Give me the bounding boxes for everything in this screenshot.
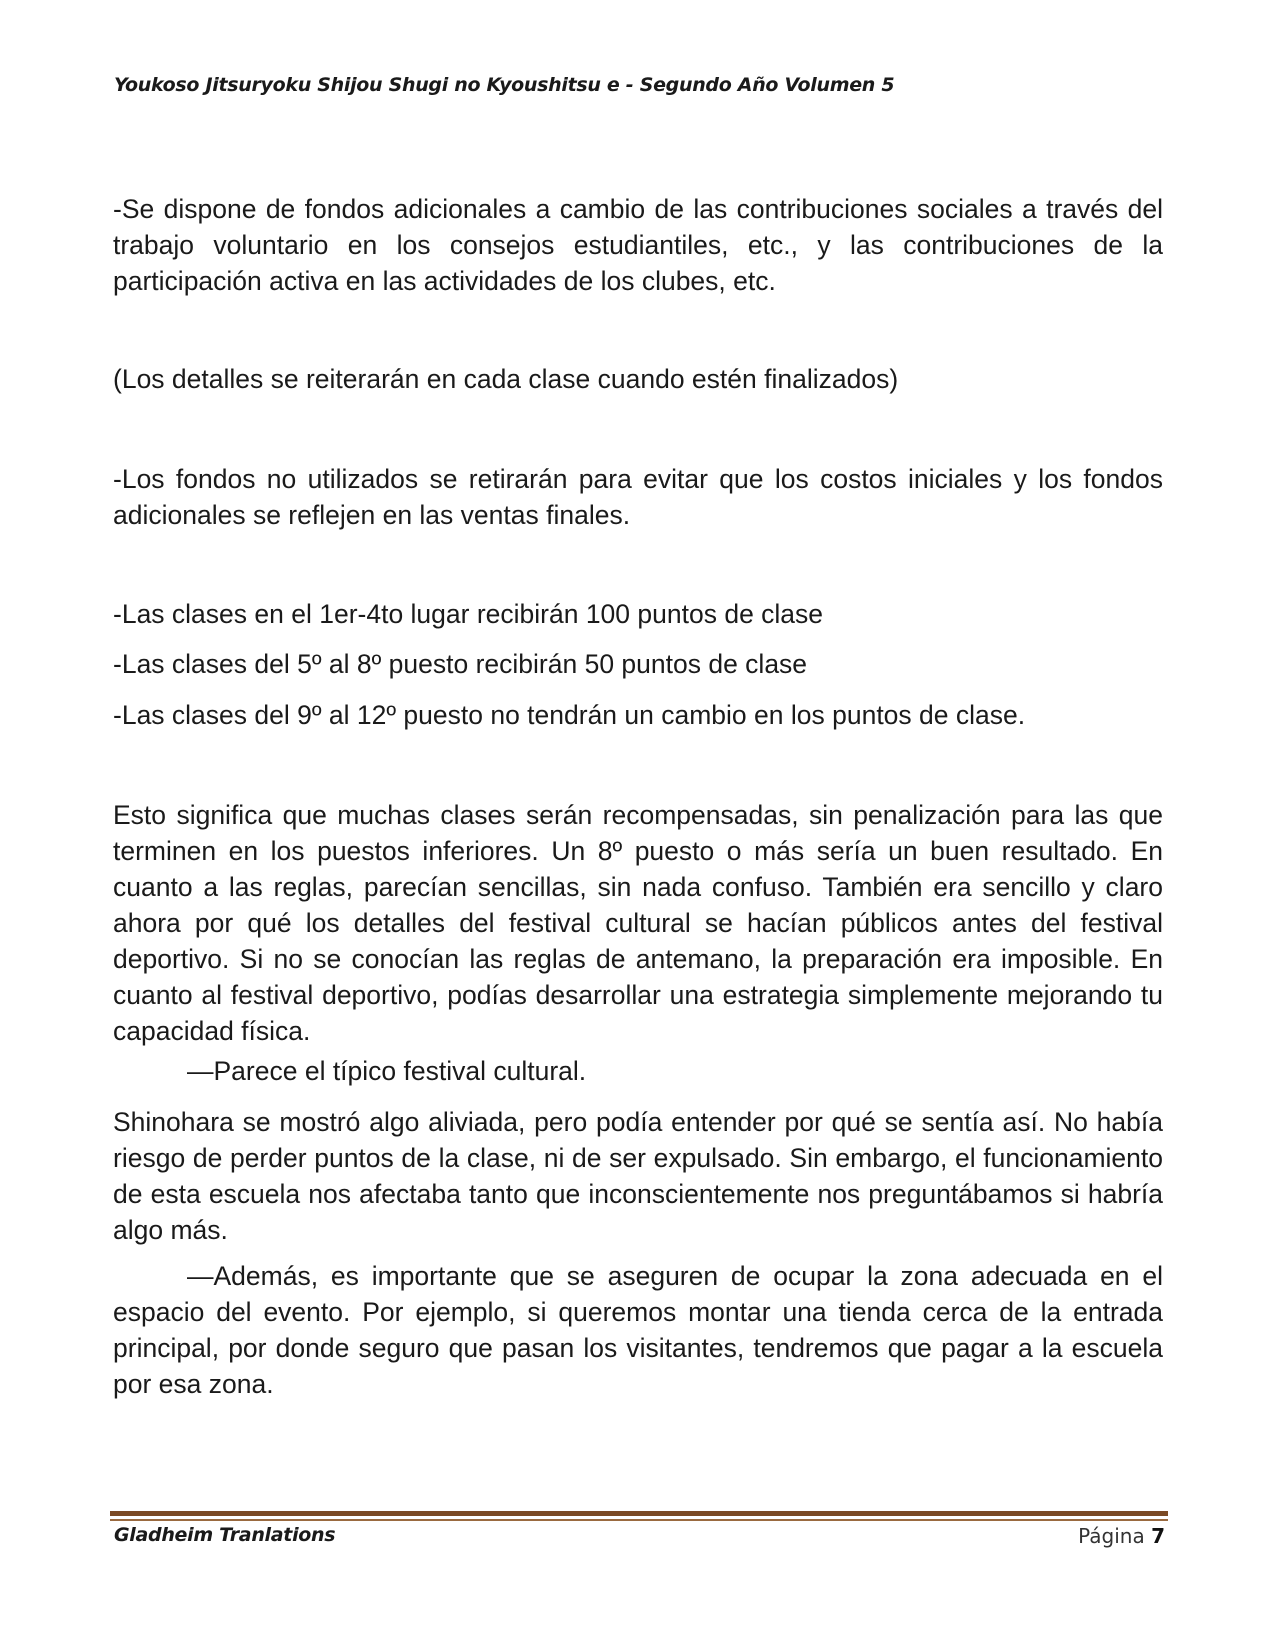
paragraph-funds-contributions: -Se dispone de fondos adicionales a cambio de las contribuciones sociales a través del trabajo voluntario en los consejos estudiantiles, etc., y las contribuciones de la participación activa en las actividades de los clubes, etc. [113,194,1163,296]
footer-divider [110,1511,1168,1516]
footer-divider-thin [110,1519,1168,1521]
page-label: Página [1078,1524,1145,1548]
paragraph-shinohara: Shinohara se mostró algo aliviada, pero podía entender por qué se sentía así. No había riesgo de perder puntos de la clase, ni de ser expulsado. Sin embargo, el funcionamiento de esta escuela nos afectaba tanto que inconscientemente nos preguntábamos si habría algo más. [113,1107,1163,1245]
page-number: 7 [1151,1524,1165,1548]
paragraph-details-note: (Los detalles se reiterarán en cada clase cuando estén finalizados) [113,364,899,394]
rule-places-5-8: -Las clases del 5º al 8º puesto recibirán 50 puntos de clase [113,649,808,679]
page-header-title: Youkoso Jitsuryoku Shijou Shugi no Kyoushitsu e - Segundo Año Volumen 5 [114,74,895,96]
dialogue-typical-festival: —Parece el típico festival cultural. [187,1056,587,1086]
footer-credit: Gladheim Tranlations [114,1524,336,1546]
rule-places-1-4: -Las clases en el 1er-4to lugar recibirán 100 puntos de clase [113,599,824,629]
page-number-label [1078,1524,1165,1548]
paragraph-unused-funds: -Los fondos no utilizados se retirarán para evitar que los costos iniciales y los fondos adicionales se reflejen en las ventas finales. [113,464,1163,530]
dialogue-event-zone: —Además, es importante que se aseguren de ocupar la zona adecuada en el espacio del evento. Por ejemplo, si queremos montar una tienda cerca de la entrada principal, por donde seguro que pasan los visitantes, tendremos que pagar a la escuela por esa zona. [113,1261,1163,1399]
paragraph-meaning: Esto significa que muchas clases serán recompensadas, sin penalización para las que terminen en los puestos inferiores. Un 8º puesto o más sería un buen resultado. En cuanto a las reglas, parecían sencillas, sin nada confuso. También era sencillo y claro ahora por qué los detalles del festival cultural se hacían públicos antes del festival deportivo. Si no se conocían las reglas de antemano, la preparación era imposible. En cuanto al festival deportivo, podías desarrollar una estrategia simplemente mejorando tu capacidad física. [113,800,1163,1046]
rule-places-9-12: -Las clases del 9º al 12º puesto no tendrán un cambio en los puntos de clase. [113,700,1026,730]
